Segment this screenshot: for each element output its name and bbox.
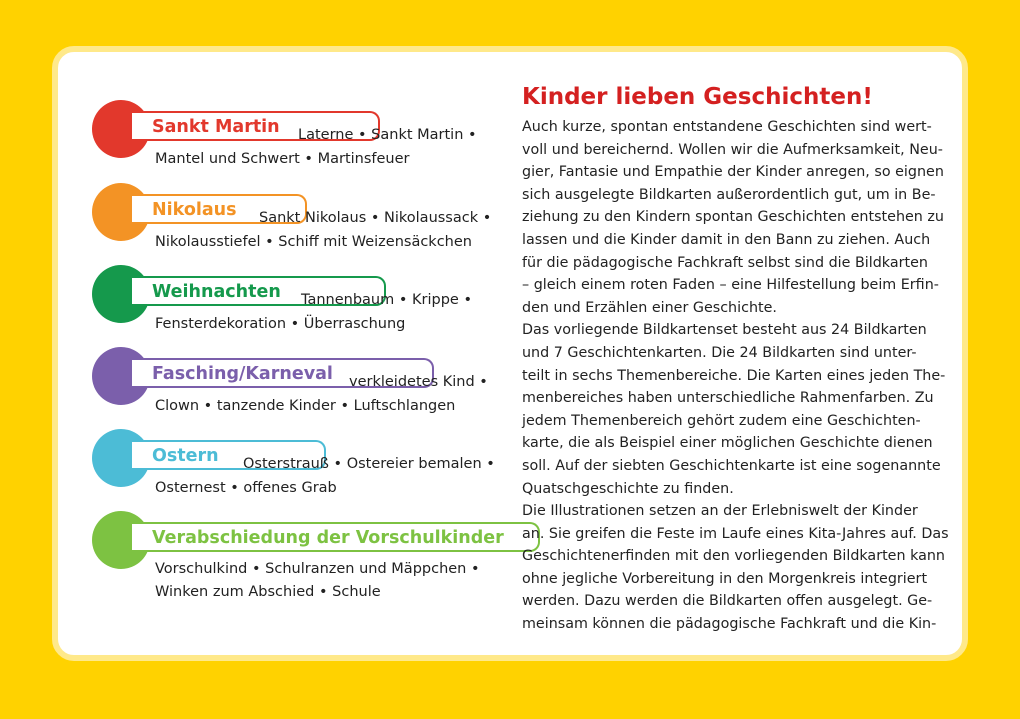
article-line: jedem Themenbereich gehört zudem eine Geschichten-	[522, 412, 921, 429]
theme-title: Verabschiedung der Vorschulkinder	[132, 522, 540, 552]
theme-keywords-line2: Mantel und Schwert • Martinsfeuer	[155, 151, 410, 167]
article-line: und 7 Geschichtenkarten. Die 24 Bildkarten sind unter-	[522, 344, 917, 361]
article-line: – gleich einem roten Faden – eine Hilfestellung beim Erfin-	[522, 277, 939, 294]
theme-keywords-line1: Laterne • Sankt Martin •	[298, 127, 477, 143]
article-line: voll und bereichernd. Wollen wir die Aufmerksamkeit, Neu-	[522, 141, 943, 158]
article-line: den und Erzählen einer Geschichte.	[522, 299, 777, 316]
article-line: gier, Fantasie und Empathie der Kinder anregen, so eignen	[522, 164, 944, 181]
article-line: teilt in sechs Themenbereiche. Die Karten eines jeden The-	[522, 367, 946, 384]
theme-title: Ostern	[132, 440, 326, 470]
article-line: sich ausgelegte Bildkarten außerordentlich gut, um in Be-	[522, 186, 936, 203]
article-line: Das vorliegende Bildkartenset besteht aus 24 Bildkarten	[522, 322, 927, 339]
article-line: für die pädagogische Fachkraft selbst sind die Bildkarten	[522, 254, 928, 271]
article-line: menbereiches haben unterschiedliche Rahmenfarben. Zu	[522, 390, 934, 407]
article-title: Kinder lieben Geschichten!	[522, 84, 873, 110]
theme-keywords-line1: Sankt Nikolaus • Nikolaussack •	[259, 210, 492, 226]
article-line: meinsam können die pädagogische Fachkraft und die Kin-	[522, 616, 937, 633]
article-line: karte, die als Beispiel einer möglichen Geschichte dienen	[522, 435, 933, 452]
theme-keywords-line2: Fensterdekoration • Überraschung	[155, 316, 406, 332]
article-line: Geschichtenerfinden mit den vorliegenden Bildkarten kann	[522, 548, 945, 565]
article-line: werden. Dazu werden die Bildkarten offen ausgelegt. Ge-	[522, 593, 933, 610]
article-line: Quatschgeschichte zu finden.	[522, 480, 734, 497]
article-line: lassen und die Kinder damit in den Bann zu ziehen. Auch	[522, 231, 931, 248]
theme-keywords-line1: verkleidetes Kind •	[349, 374, 488, 390]
article-line: ziehung zu den Kindern spontan Geschichten entstehen zu	[522, 209, 944, 226]
theme-keywords-line2: Clown • tanzende Kinder • Luftschlangen	[155, 398, 456, 414]
theme-keywords-line1: Tannenbaum • Krippe •	[301, 292, 472, 308]
article-line: soll. Auf der siebten Geschichtenkarte ist eine sogenannte	[522, 457, 941, 474]
theme-keywords-line1: Vorschulkind • Schulranzen und Mäppchen •	[155, 561, 480, 577]
article-line: Die Illustrationen setzen an der Erlebniswelt der Kinder	[522, 503, 918, 520]
theme-title: Nikolaus	[132, 194, 307, 224]
theme-keywords-line2: Osternest • offenes Grab	[155, 480, 337, 496]
theme-title: Sankt Martin	[132, 111, 380, 141]
theme-title: Fasching/Karneval	[132, 358, 434, 388]
theme-title: Weihnachten	[132, 276, 386, 306]
theme-keywords-line1: Osterstrauß • Ostereier bemalen •	[243, 456, 495, 472]
article-body	[522, 116, 949, 636]
theme-keywords-line2: Winken zum Abschied • Schule	[155, 584, 381, 600]
theme-keywords-line2: Nikolausstiefel • Schiff mit Weizensäckchen	[155, 234, 472, 250]
article-line: Auch kurze, spontan entstandene Geschichten sind wert-	[522, 119, 932, 135]
article-line: ohne jegliche Vorbereitung in den Morgenkreis integriert	[522, 570, 928, 587]
article-line: an. Sie greifen die Feste im Laufe eines Kita-Jahres auf. Das	[522, 525, 949, 542]
